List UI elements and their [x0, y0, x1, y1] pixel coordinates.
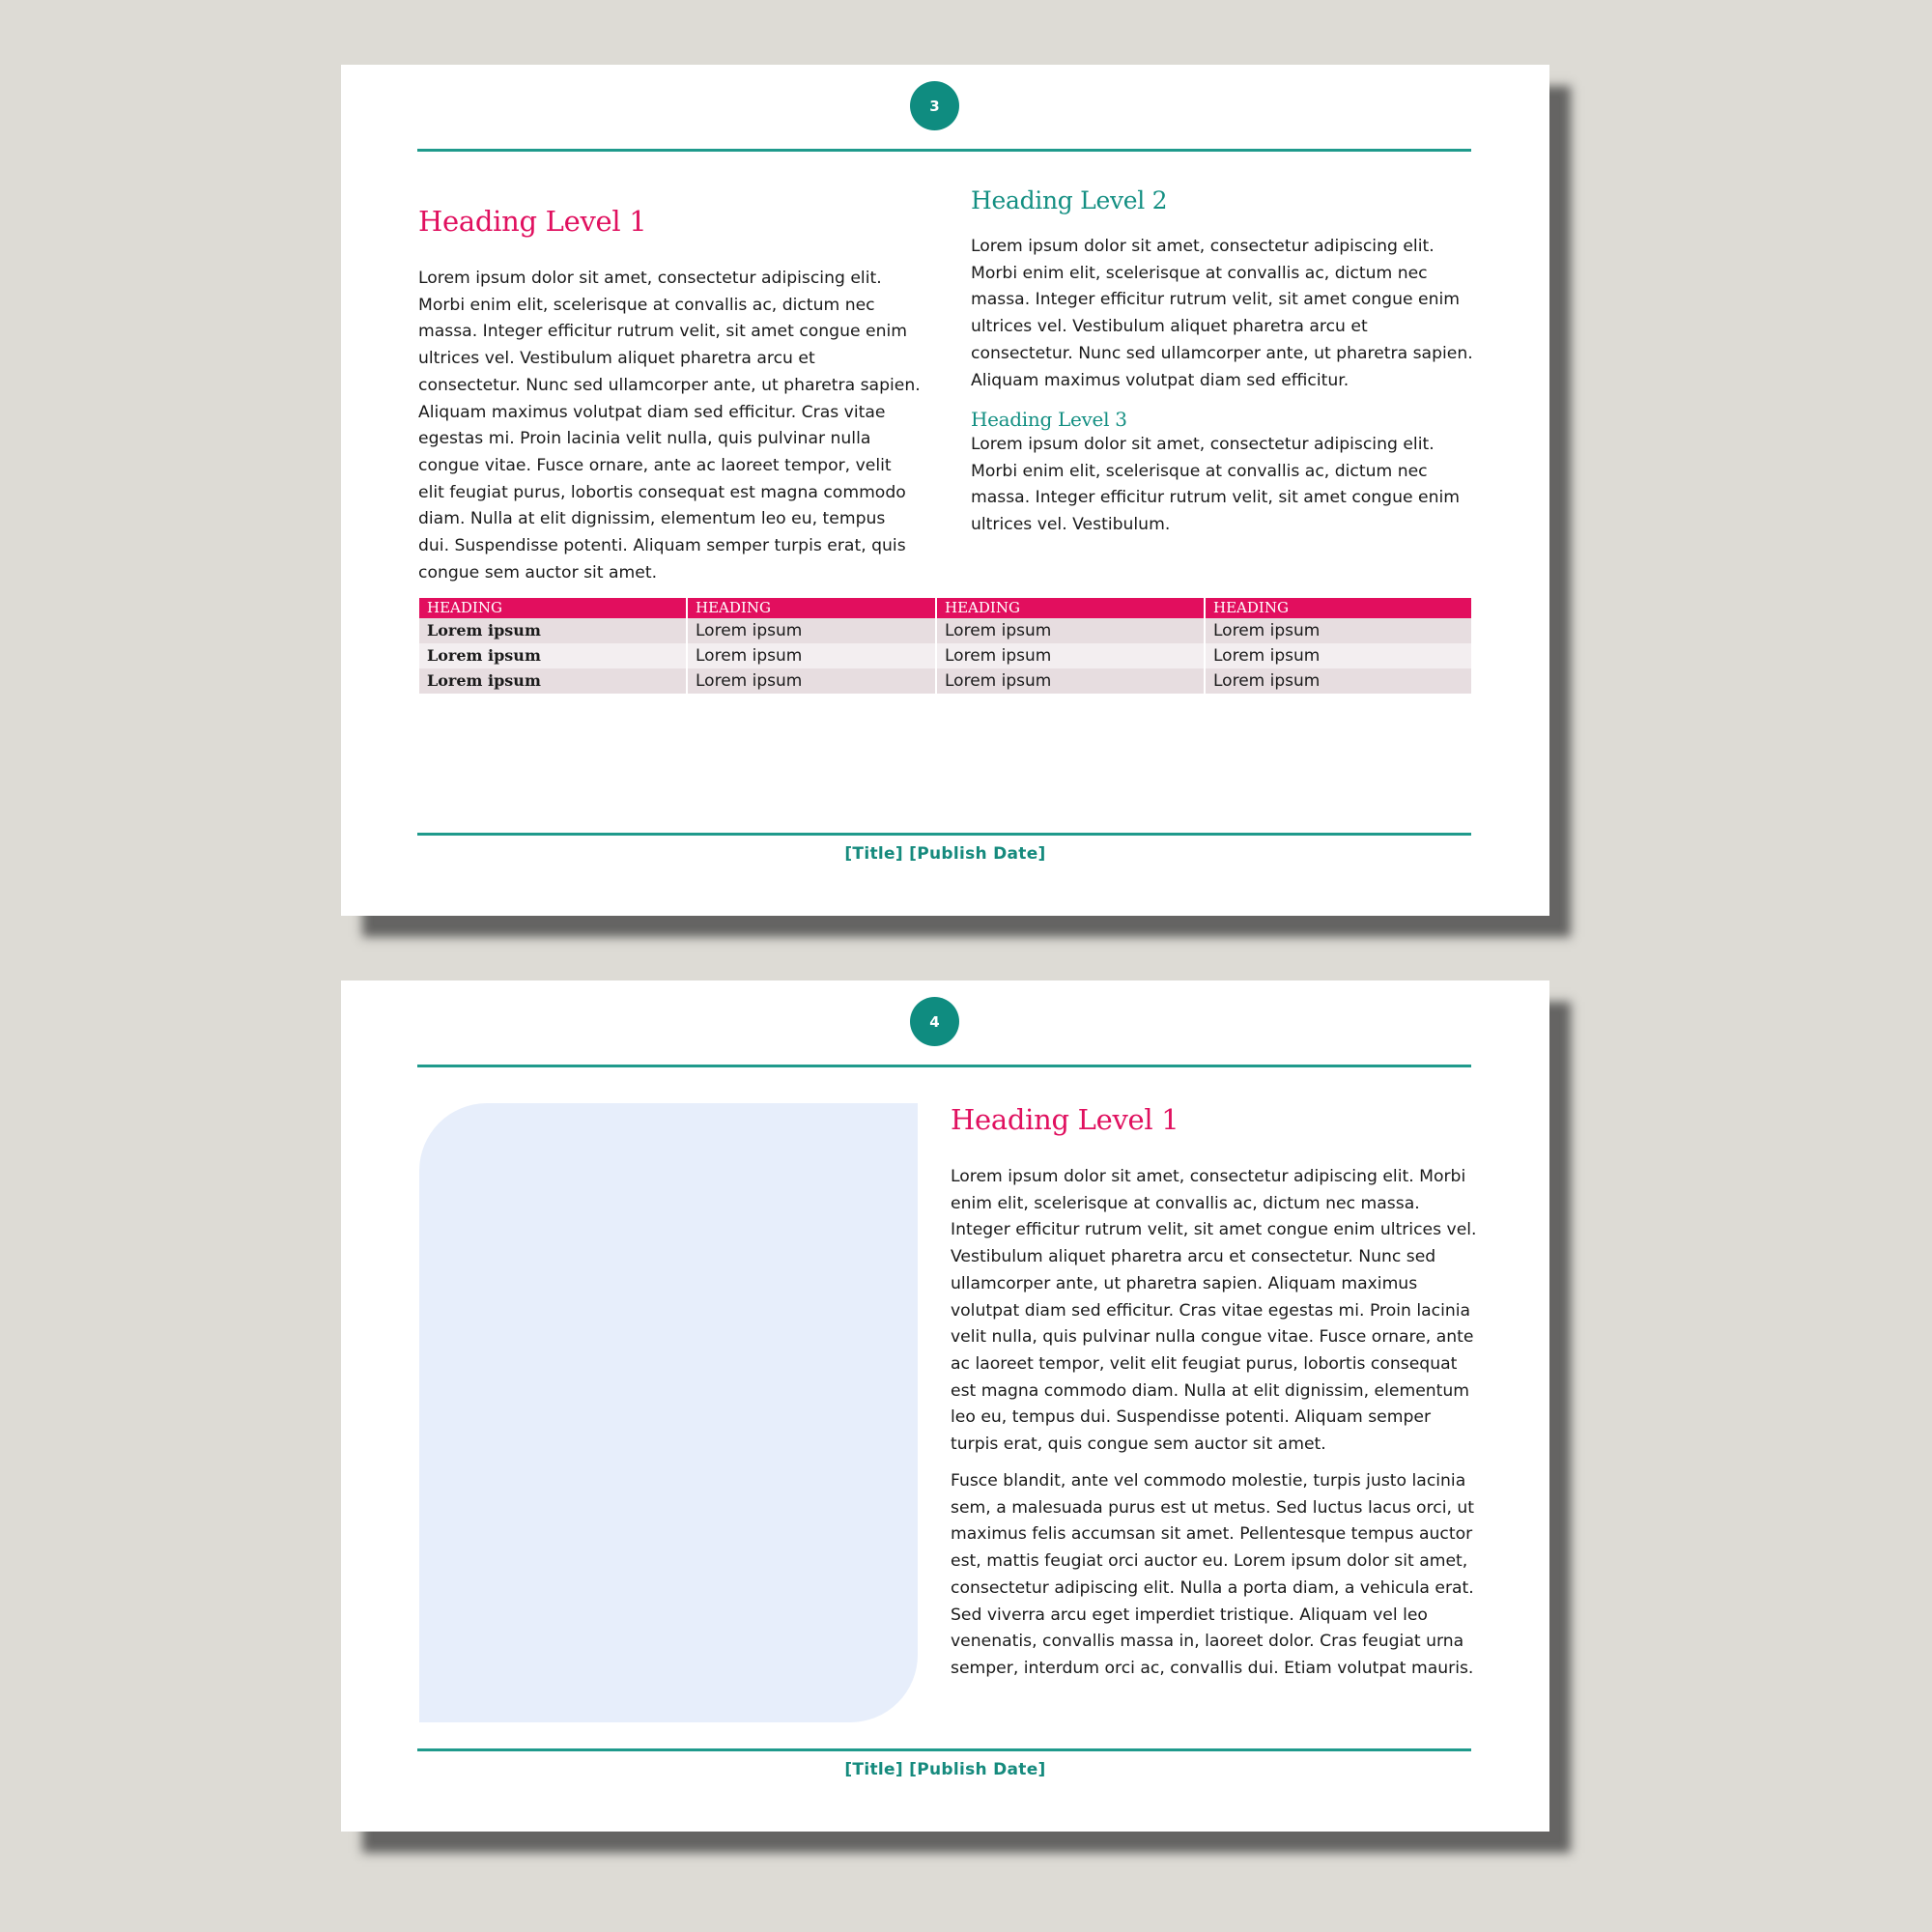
heading-level-1: Heading Level 1	[418, 205, 647, 238]
page-footer: [Title] [Publish Date]	[844, 844, 1046, 864]
body-paragraph: Fusce blandit, ante vel commodo molestie, turpis justo lacinia sem, a malesuada purus est ut metus. Sed luctus lacus orci, ut maximus felis accumsan sit amet. Pellentesque tempus auctor est, mattis feugiat orci auctor eu. Lorem ipsum dolor sit amet, consectetur adipiscing elit. Nulla a porta diam, a vehicula erat. Sed viverra arcu eget imperdiet tristique. Aliquam vel leo venenatis, convallis massa in, laoreet dolor. Cras feugiat urna semper, interdum orci ac, convallis dui. Etiam volutpat mauris.	[951, 1471, 1475, 1678]
table-header-cell: HEADING	[936, 598, 1205, 618]
table-row-header: Lorem ipsum	[419, 668, 687, 694]
table-row	[419, 668, 1472, 694]
table-cell: Lorem ipsum	[1205, 668, 1472, 694]
image-placeholder[interactable]	[419, 1103, 918, 1722]
table-row-header: Lorem ipsum	[419, 643, 687, 668]
table-header-cell: HEADING	[419, 598, 687, 618]
table-header-row	[419, 598, 1472, 618]
table-cell: Lorem ipsum	[687, 618, 936, 643]
body-paragraph: Lorem ipsum dolor sit amet, consectetur adipiscing elit. Morbi enim elit, scelerisque at convallis ac, dictum nec massa. Integer efficitur rutrum velit, sit amet congue enim ultrices vel. Vestibulum aliquet pharetra arcu et consectetur. Nunc sed ullamcorper ante, ut pharetra sapien. Aliquam maximus volutpat diam sed efficitur. Cras vitae egestas mi. Proin lacinia velit nulla, quis pulvinar nulla congue vitae. Fusce ornare, ante ac laoreet tempor, velit elit feugiat purus, lobortis consequat est magna commodo diam. Nulla at elit dignissim, elementum leo eu, tempus dui. Suspendisse potenti. Aliquam semper turpis erat, quis congue sem auctor sit amet.	[418, 269, 921, 582]
footer-divider	[417, 1748, 1471, 1751]
heading-level-2: Heading Level 2	[971, 186, 1168, 214]
table-header-cell: HEADING	[1205, 598, 1472, 618]
table-cell: Lorem ipsum	[1205, 618, 1472, 643]
document-page-4	[341, 980, 1549, 1832]
body-paragraph: Lorem ipsum dolor sit amet, consectetur adipiscing elit. Morbi enim elit, scelerisque at convallis ac, dictum nec massa. Integer efficitur rutrum velit, sit amet congue enim ultrices vel. Vestibulum.	[971, 435, 1461, 535]
table-cell: Lorem ipsum	[687, 643, 936, 668]
document-page-3	[341, 65, 1549, 916]
data-table	[419, 598, 1473, 694]
table-cell: Lorem ipsum	[1205, 643, 1472, 668]
heading-level-1: Heading Level 1	[951, 1103, 1179, 1136]
table-cell: Lorem ipsum	[936, 618, 1205, 643]
table-row	[419, 643, 1472, 668]
footer-divider	[417, 833, 1471, 836]
table-row	[419, 618, 1472, 643]
header-divider	[417, 149, 1471, 152]
body-paragraph: Lorem ipsum dolor sit amet, consectetur adipiscing elit. Morbi enim elit, scelerisque at convallis ac, dictum nec massa. Integer efficitur rutrum velit, sit amet congue enim ultrices vel. Vestibulum aliquet pharetra arcu et consectetur. Nunc sed ullamcorper ante, ut pharetra sapien. Aliquam maximus volutpat diam sed efficitur. Cras vitae egestas mi. Proin lacinia velit nulla, quis pulvinar nulla congue vitae. Fusce ornare, ante ac laoreet tempor, velit elit feugiat purus, lobortis consequat est magna commodo diam. Nulla at elit dignissim, elementum leo eu, tempus dui. Suspendisse potenti. Aliquam semper turpis erat, quis congue sem auctor sit amet.	[951, 1167, 1477, 1455]
page-number-badge: 4	[910, 997, 959, 1046]
table-cell: Lorem ipsum	[936, 668, 1205, 694]
page-footer: [Title] [Publish Date]	[844, 1760, 1046, 1779]
table-row-header: Lorem ipsum	[419, 618, 687, 643]
page-number-badge: 3	[910, 81, 959, 130]
table-header-cell: HEADING	[687, 598, 936, 618]
table-cell: Lorem ipsum	[936, 643, 1205, 668]
body-paragraph: Lorem ipsum dolor sit amet, consectetur adipiscing elit. Morbi enim elit, scelerisque at convallis ac, dictum nec massa. Integer efficitur rutrum velit, sit amet congue enim ultrices vel. Vestibulum aliquet pharetra arcu et consectetur. Nunc sed ullamcorper ante, ut pharetra sapien. Aliquam maximus volutpat diam sed efficitur.	[971, 237, 1473, 390]
header-divider	[417, 1065, 1471, 1067]
heading-level-3: Heading Level 3	[971, 408, 1127, 431]
table-cell: Lorem ipsum	[687, 668, 936, 694]
